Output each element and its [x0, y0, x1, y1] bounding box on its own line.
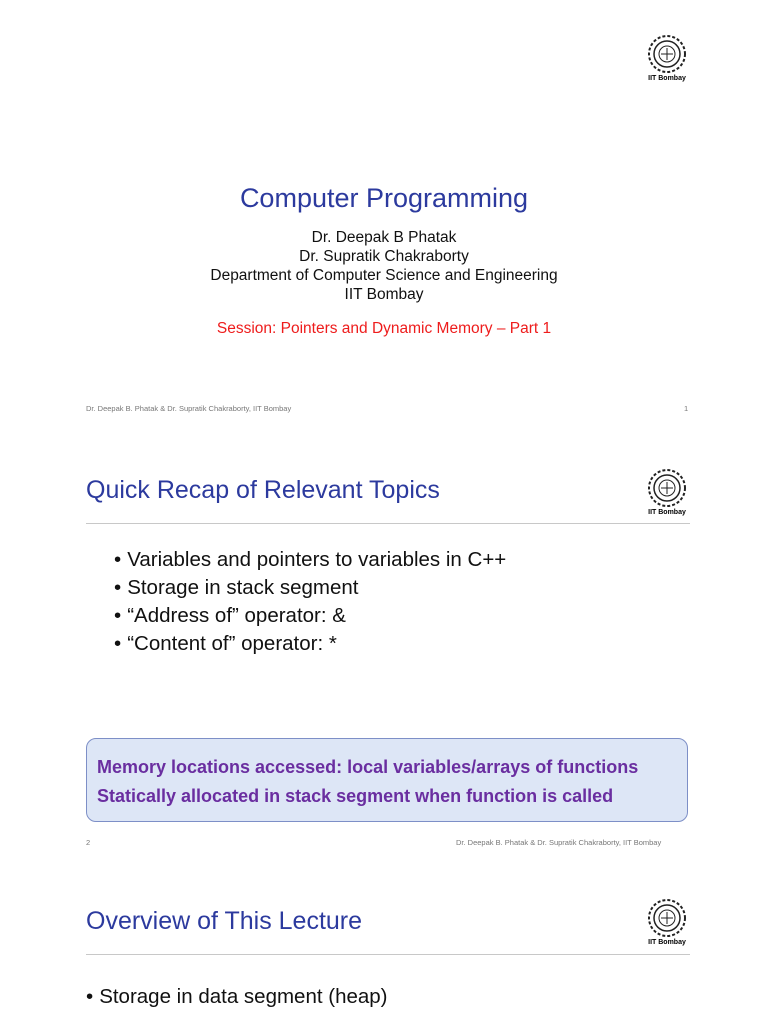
bullet-list	[114, 546, 506, 658]
slide-footer: Dr. Deepak B. Phatak & Dr. Supratik Chakraborty, IIT Bombay	[86, 404, 292, 413]
iit-bombay-logo	[644, 898, 690, 946]
bullet-list	[86, 983, 388, 1011]
iit-bombay-logo	[644, 34, 690, 82]
slide-footer: Dr. Deepak B. Phatak & Dr. Supratik Chakraborty, IIT Bombay	[456, 838, 662, 847]
author-line: Dr. Deepak B Phatak	[311, 229, 457, 246]
session-subtitle: Session: Pointers and Dynamic Memory – Part 1	[216, 320, 552, 337]
slide-title: Quick Recap of Relevant Topics	[86, 476, 440, 504]
list-item: • Variables and pointers to variables in C++	[114, 546, 506, 574]
author-line: Department of Computer Science and Engineering	[210, 267, 558, 284]
author-line: Dr. Supratik Chakraborty	[299, 248, 469, 265]
iit-bombay-logo	[644, 468, 690, 516]
callout-line: Memory locations accessed: local variables/arrays of functions	[97, 757, 639, 777]
title-divider	[86, 523, 690, 524]
list-item: • “Address of” operator: &	[114, 602, 506, 630]
slide-1	[0, 0, 768, 440]
callout-box	[86, 738, 688, 822]
page-number: 2	[86, 838, 91, 847]
logo-caption: IIT Bombay	[648, 509, 686, 516]
author-block	[0, 228, 768, 304]
iit-bombay-seal-icon	[647, 898, 687, 938]
list-item: • Storage in stack segment	[114, 574, 506, 602]
slide-title: Overview of This Lecture	[86, 907, 363, 935]
author-line: IIT Bombay	[344, 286, 424, 303]
logo-caption: IIT Bombay	[648, 75, 686, 82]
iit-bombay-seal-icon	[647, 34, 687, 74]
presentation-title: Computer Programming	[239, 183, 529, 213]
page-number: 1	[684, 404, 689, 413]
callout-line: Statically allocated in stack segment when function is called	[97, 786, 614, 806]
title-divider	[86, 954, 690, 955]
iit-bombay-seal-icon	[647, 468, 687, 508]
list-item: • “Content of” operator: *	[114, 630, 506, 658]
logo-caption: IIT Bombay	[648, 939, 686, 946]
list-item: • Storage in data segment (heap)	[86, 983, 388, 1011]
